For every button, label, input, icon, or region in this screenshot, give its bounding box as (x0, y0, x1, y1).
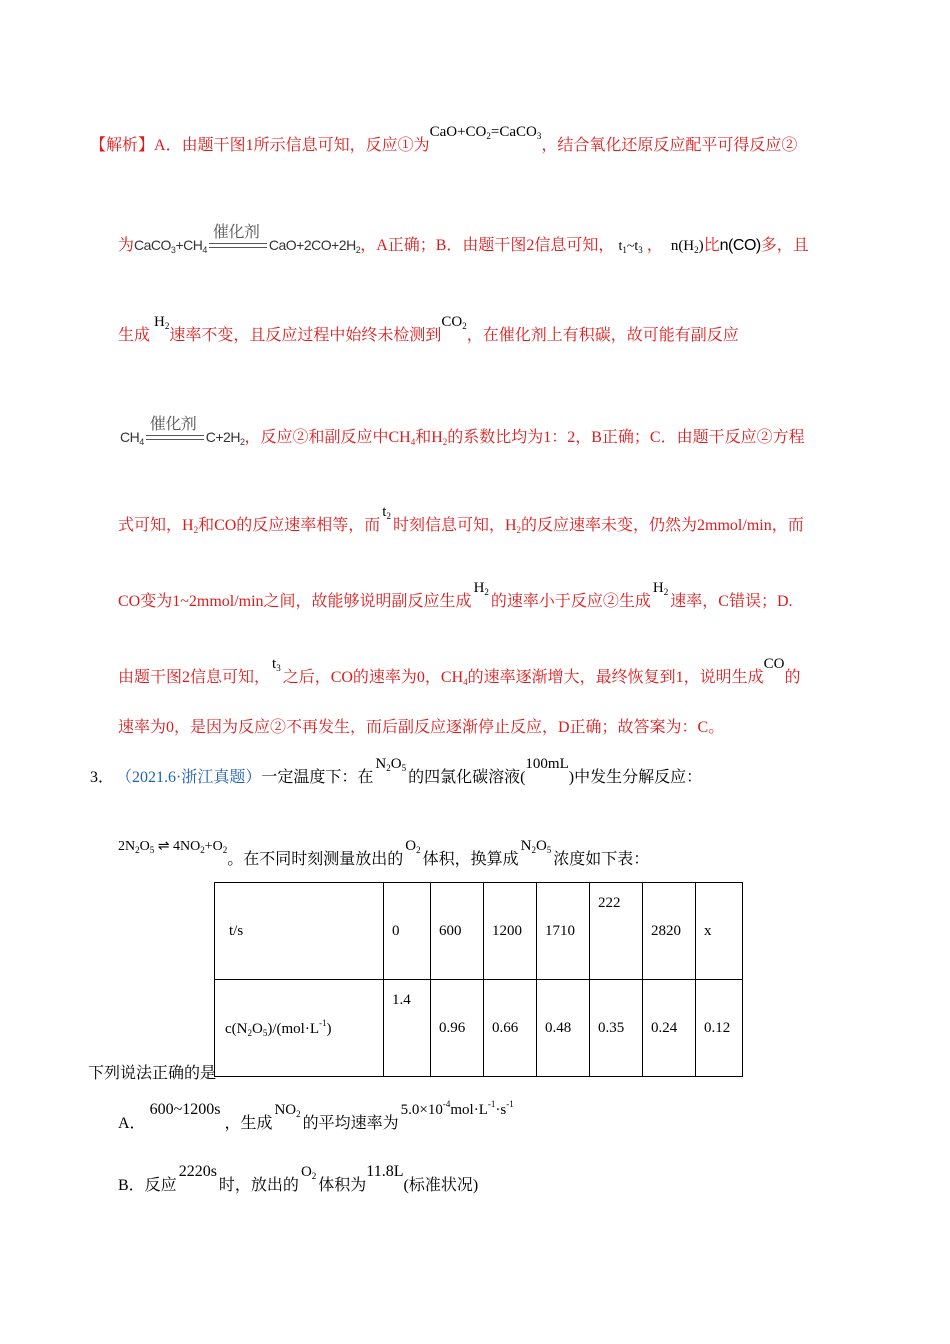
table-cell: x (696, 883, 743, 980)
decomposition-equation: $2N_2O_5$ ⇌ $4NO_2+O_2$ (118, 838, 228, 855)
analysis-line-5: 式可知，$H_2$和CO的反应速率相等，而$t_2$时刻信息可知，$H_2$的反应速率未变，仍然为2mmol/min，而 (118, 504, 804, 535)
catalyst-arrow: 催化剂 (209, 239, 267, 253)
equation-2: $CaCO_3+CH_4$ 催化剂 $CaO+2CO+2H_2$ (134, 224, 361, 255)
table-cell: 2820 (643, 883, 696, 980)
analysis-tag: 【解析】 (90, 137, 155, 154)
analysis-line-7: 由题干图2信息可知，$t_3$之后，CO的速率为0，$CH_4$的速率逐渐增大，最终恢复到1，说明生成CO的 (118, 656, 801, 687)
question-number: 3． (90, 769, 115, 786)
table-cell: 0.96 (431, 980, 484, 1077)
table-cell: 1710 (537, 883, 590, 980)
option-b[interactable]: B．反应2220s时，放出的$O_2$体积为11.8L(标准状况) (118, 1163, 479, 1194)
table-cell: 0.66 (484, 980, 537, 1077)
table-cell: 0.24 (643, 980, 696, 1077)
option-a[interactable]: A．600~1200s，生成$NO_2$的平均速率为$5.0\times 10^{-4}mol\cdot L^{-1}\cdot s^{-1}$ (118, 1099, 514, 1132)
table-header-time: t/s (215, 883, 384, 980)
equation-1: $CaO+CO_2=CaCO_3$ (429, 124, 542, 141)
question-3-equation-line: $2N_2O_5$ ⇌ $4NO_2+O_2$。在不同时刻测量放出的$O_2$体积，换算成$N_2O_5$浓度如下表： (118, 838, 650, 868)
side-reaction-equation: $CH_4$ 催化剂 $C+2H_2$ (120, 416, 245, 447)
table-cell: 0.12 (696, 980, 743, 1077)
analysis-line-2: 为$CaCO_3+CH_4$ 催化剂 $CaO+2CO+2H_2$，A正确；B．由题干图2信息可知， $t_1\sim t_3$ ， $n(H_2)$比n(CO)多，且 (118, 224, 809, 255)
analysis-line-8: 速率为0，是因为反应②不再发生，而后副反应逐渐停止反应，D正确；故答案为：C。 (118, 719, 725, 736)
table-row (215, 980, 743, 1077)
analysis-line-4: $CH_4$ 催化剂 $C+2H_2$，反应②和副反应中$CH_4$和$H_2$的系数比均为1：2，B正确；C．由题干反应②方程 (120, 416, 805, 447)
table-cell: 1200 (484, 883, 537, 980)
analysis-line-6: CO变为1~2mmol/min之间，故能够说明副反应生成$H_2$的速率小于反应②生成$H_2$速率，C错误；D. (118, 580, 793, 610)
table-cell: 0.48 (537, 980, 590, 1077)
table-header-concentration: $c(N_2O_5)/(mol\cdot L^{-1})$ (215, 980, 384, 1077)
concentration-table (214, 882, 743, 1077)
table-cell: 0.35 (590, 980, 643, 1077)
analysis-line-1: 【解析】A．由题干图1所示信息可知，反应①为$CaO+CO_2=CaCO_3$，结合氧化还原反应配平可得反应② (90, 124, 798, 154)
table-cell: 600 (431, 883, 484, 980)
table-cell: 0 (384, 883, 431, 980)
table-cell: 222 (590, 883, 643, 980)
analysis-line-3: 生成$H_2$速率不变，且反应过程中始终未检测到$CO_2$，在催化剂上有积碳，故可能有副反应 (118, 314, 739, 344)
question-source: （2021.6·浙江真题） (124, 769, 262, 786)
table-cell: 1.4 (384, 980, 431, 1077)
table-row (215, 883, 743, 980)
catalyst-arrow-2: 催化剂 (146, 431, 204, 445)
question-prompt: 下列说法正确的是 (88, 1065, 217, 1082)
question-3-stem: 3． （2021.6·浙江真题）一定温度下：在$N_2O_5$的四氯化碳溶液(100mL)中发生分解反应： (90, 756, 703, 786)
